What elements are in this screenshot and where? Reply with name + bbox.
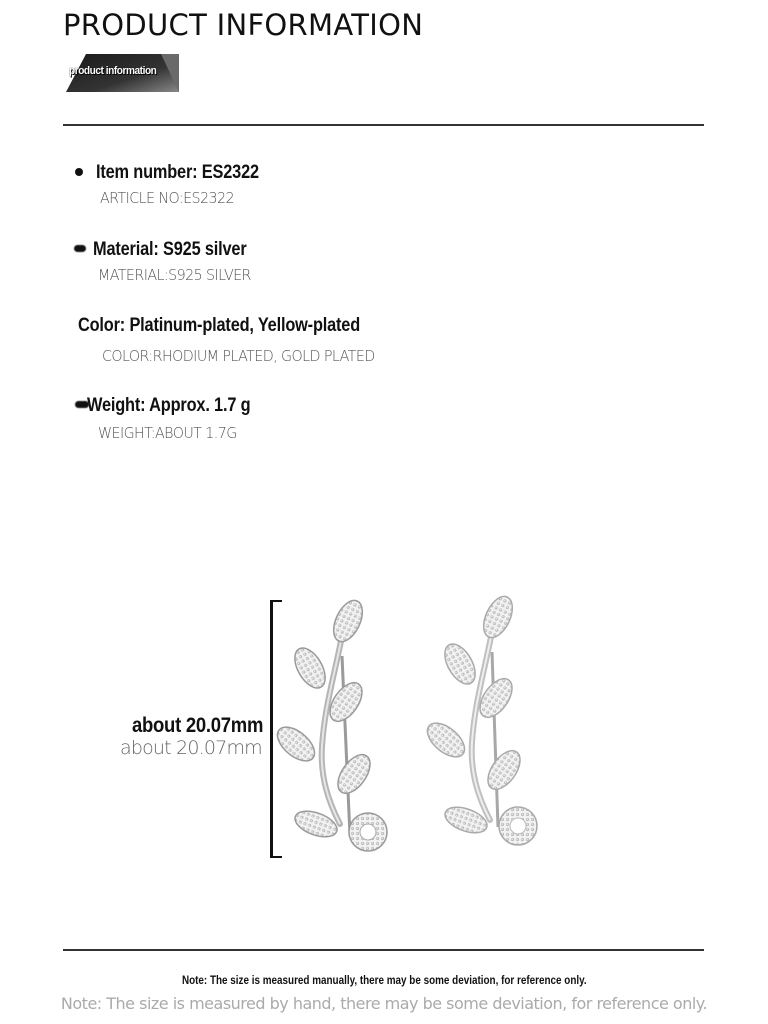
spec-sub-label: COLOR:RHODIUM PLATED, GOLD PLATED <box>102 347 375 365</box>
spec-label: Weight: Approx. 1.7 g <box>87 395 251 416</box>
spec-label: Item number: ES2322 <box>96 162 259 183</box>
footnote-sub: Note: The size is measured by hand, there may be some deviation, for reference only. <box>60 994 708 1013</box>
footnote <box>0 975 768 987</box>
spec-sub-label: ARTICLE NO:ES2322 <box>100 189 234 207</box>
dimension-sub-label: about 20.07mm <box>120 737 262 759</box>
bullet-icon <box>74 245 86 252</box>
section-badge <box>66 54 179 92</box>
dimension-label: about 20.07mm <box>132 714 264 737</box>
spec-label: Color: Platinum-plated, Yellow-plated <box>78 315 361 336</box>
spec-label: Material: S925 silver <box>93 239 247 260</box>
footnote-text: Note: The size is measured manually, there may be some deviation, for reference only. <box>181 975 587 987</box>
badge-label: product information <box>69 65 157 77</box>
page-title: PRODUCT INFORMATION <box>63 8 424 42</box>
spec-sub-label: WEIGHT:ABOUT 1.7G <box>98 424 237 442</box>
top-divider <box>63 124 704 126</box>
bullet-icon <box>75 168 83 176</box>
spec-sub-label: MATERIAL:S925 SILVER <box>98 266 251 284</box>
earring-left-image <box>270 596 400 861</box>
earring-right-image <box>420 592 550 857</box>
bottom-divider <box>63 949 704 951</box>
